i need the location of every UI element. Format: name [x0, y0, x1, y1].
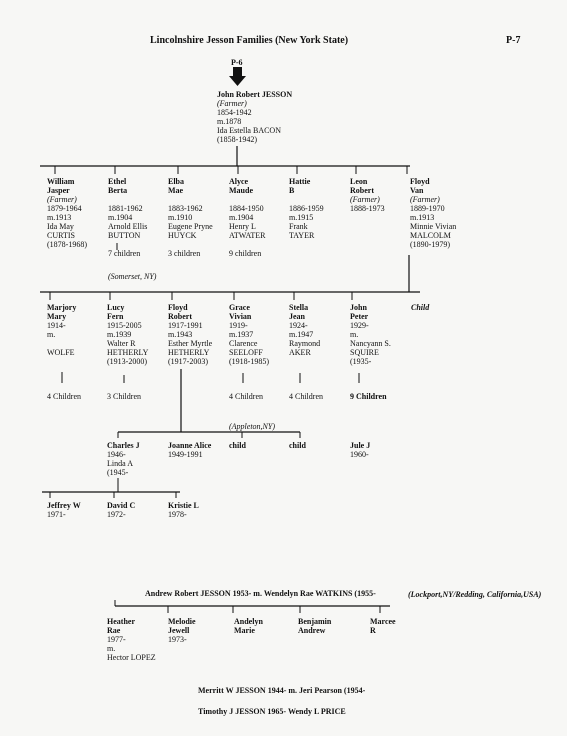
child-spouse-surname: MALCOLM: [410, 231, 451, 240]
great-grandchild-dates: 1949-1991: [168, 450, 203, 459]
great-grandchild-name: child: [229, 441, 246, 450]
child-married: m.1913: [410, 213, 435, 222]
children-count: 9 Children: [350, 392, 387, 401]
child-first-name: Elba: [168, 177, 185, 186]
andrew-child-entry: [107, 617, 156, 662]
andrew-child-first-name: Andelyn: [234, 617, 263, 626]
grandchild-dates: 1915-2005: [107, 321, 142, 330]
great-grandchild-name: Jule J: [350, 441, 371, 450]
child-occupation: (Farmer): [350, 195, 380, 204]
patriarch-name: John Robert JESSON: [217, 90, 293, 99]
gg-grandchild-entry: [47, 501, 81, 519]
grandchild-spouse: Nancyann S.: [350, 339, 391, 348]
grandchild-dates: 1919-: [229, 321, 248, 330]
child-middle-name: B: [289, 186, 295, 195]
grandchild-first-name: Lucy: [107, 303, 125, 312]
child-dates: 1888-1973: [350, 204, 385, 213]
child-married: m.1904: [108, 213, 133, 222]
child-spouse-dates: (1890-1979): [410, 240, 450, 249]
gg-grandchild-entry: [168, 501, 199, 519]
grandchild-married: m.1939: [107, 330, 132, 339]
child-note: 9 children: [229, 249, 262, 258]
child-spouse: Eugene Pryne: [168, 222, 213, 231]
grandchild-middle-name: Jean: [289, 312, 305, 321]
page-reference: P-6: [231, 58, 243, 67]
child-entry: [229, 177, 265, 258]
child-first-name: Ethel: [108, 177, 127, 186]
great-grandchild-dates: 1960-: [350, 450, 369, 459]
grandchild-spouse: Esther Myrtle: [168, 339, 213, 348]
grandchild-dates: 1917-1991: [168, 321, 203, 330]
arrow-down-icon: [229, 67, 246, 86]
page-number: P-7: [506, 35, 521, 46]
child-spouse-surname: CURTIS: [47, 231, 75, 240]
andrew-child-first-name: Benjamin: [298, 617, 332, 626]
child-spouse: Ida May: [47, 222, 74, 231]
grandchild-middle-name: Vivian: [229, 312, 252, 321]
patriarch-spouse: Ida Estella BACON: [217, 126, 281, 135]
grandchild-spouse: Walter R: [107, 339, 136, 348]
gg-grandchild-name: Jeffrey W: [47, 501, 81, 510]
grandchild-first-name: Marjory: [47, 303, 77, 312]
child-entry: [108, 177, 147, 258]
child-entry: [350, 177, 385, 213]
grandchild-spouse: Clarence: [229, 339, 258, 348]
child-dates: 1886-1959: [289, 204, 324, 213]
grandchild-middle-name: Mary: [47, 312, 67, 321]
andrew-child-second-name: Jewell: [168, 626, 190, 635]
child-middle-name: Mae: [168, 186, 184, 195]
child-spouse: Henry L: [229, 222, 256, 231]
andrew-child-second-name: R: [370, 626, 376, 635]
child-entry: [168, 177, 213, 258]
great-grandchild-spouse: Linda A: [107, 459, 133, 468]
andrew-child-entry: [298, 617, 331, 635]
grandchild-entry: [47, 303, 76, 357]
grandchild-spouse-surname: HETHERLY: [168, 348, 210, 357]
page-title: Lincolnshire Jesson Families (New York State): [150, 35, 349, 46]
grandchild-dates: 1929-: [350, 321, 369, 330]
patriarch-occupation: (Farmer): [217, 99, 247, 108]
grandchild-married: m.: [47, 330, 56, 339]
grandchild-married: m.: [350, 330, 359, 339]
andrew-child-first-name: Melodie: [168, 617, 196, 626]
child-married: m.1915: [289, 213, 314, 222]
gg-grandchild-name: Kristie L: [168, 501, 199, 510]
andrew-child-entry: [370, 617, 396, 635]
grandchild-spouse-dates: (1918-1985): [229, 357, 269, 366]
gg-grandchild-dates: 1971-: [47, 510, 66, 519]
grandchild-first-name: Stella: [289, 303, 309, 312]
grandchild-married: m.1937: [229, 330, 254, 339]
andrew-line: Andrew Robert JESSON 1953- m. Wendelyn Rae WATKINS (1955-: [145, 589, 376, 598]
grandchild-first-name: John: [350, 303, 367, 312]
child-spouse-surname: BUTTON: [108, 231, 141, 240]
gg-grandchild-entry: [107, 501, 135, 519]
grandchild-middle-name: Peter: [350, 312, 369, 321]
grandchild-spouse-dates: (1935-: [350, 357, 372, 366]
grandchild-dates: 1914-: [47, 321, 66, 330]
grandchild-spouse-surname: SEELOFF: [229, 348, 263, 357]
merritt-line: Merritt W JESSON 1944- m. Jeri Pearson (1954-: [198, 686, 366, 695]
child-middle-name: Van: [410, 186, 424, 195]
child-first-name: Floyd: [410, 177, 430, 186]
child-first-name: Alyce: [229, 177, 249, 186]
grandchild-spouse-dates: (1917-2003): [168, 357, 208, 366]
child-married: m.1904: [229, 213, 254, 222]
grandchild-spouse-surname: WOLFE: [47, 348, 75, 357]
child-occupation: (Farmer): [410, 195, 440, 204]
great-grandchild-name: child: [289, 441, 306, 450]
child-spouse: Frank: [289, 222, 308, 231]
child-middle-name: Maude: [229, 186, 253, 195]
grandchild-entry: [350, 303, 391, 366]
child-spouse-dates: (1878-1968): [47, 240, 87, 249]
patriarch-married: m.1878: [217, 117, 242, 126]
child-dates: 1881-1962: [108, 204, 143, 213]
grandchild-married: m.1943: [168, 330, 193, 339]
andrew-child-second-name: Marie: [234, 626, 255, 635]
grandchild-spouse: Raymond: [289, 339, 321, 348]
grandchild-spouse-surname: HETHERLY: [107, 348, 149, 357]
grandchild-entry: [107, 303, 148, 366]
child-dates: 1889-1970: [410, 204, 445, 213]
child-note: 7 children: [108, 249, 141, 258]
andrew-child-second-name: Andrew: [298, 626, 326, 635]
child-occupation: (Farmer): [47, 195, 77, 204]
children-count: 4 Children: [47, 392, 81, 401]
patriarch-entry: [217, 90, 292, 144]
great-grandchild-entry: [168, 441, 211, 459]
child-spouse: Arnold Ellis: [108, 222, 148, 231]
great-grandchild-name: Charles J: [107, 441, 140, 450]
gg-grandchild-dates: 1978-: [168, 510, 187, 519]
child-dates: 1884-1950: [229, 204, 264, 213]
grandchild-dates: 1924-: [289, 321, 308, 330]
child-first-name: Hattie: [289, 177, 311, 186]
children-count: 3 Children: [107, 392, 141, 401]
place-label-appleton: (Appleton,NY): [229, 422, 275, 431]
child-entry: [410, 177, 456, 249]
great-grandchild-entry: [350, 441, 370, 459]
child-spouse-surname: HUYCK: [168, 231, 197, 240]
grandchild-middle-name: Robert: [168, 312, 192, 321]
children-count: 4 Children: [289, 392, 323, 401]
grandchild-spouse-surname: SQUIRE: [350, 348, 379, 357]
andrew-child-entry: [234, 617, 263, 635]
timothy-line: Timothy J JESSON 1965- Wendy L PRICE: [198, 707, 346, 716]
andrew-child-first-name: Heather: [107, 617, 135, 626]
grandchild-spouse-dates: (1913-2000): [107, 357, 147, 366]
gg-grandchild-dates: 1972-: [107, 510, 126, 519]
child-first-name: William: [47, 177, 75, 186]
child-spouse-surname: ATWATER: [229, 231, 266, 240]
child-dates: 1879-1964: [47, 204, 82, 213]
grandchild-first-name: Floyd: [168, 303, 188, 312]
patriarch-dates: 1854-1942: [217, 108, 252, 117]
andrew-child-spouse: Hector LOPEZ: [107, 653, 156, 662]
child-spouse: Minnie Vivian: [410, 222, 457, 231]
andrew-child-dates: 1973-: [168, 635, 187, 644]
grandchild-spouse-surname: AKER: [289, 348, 311, 357]
gg-grandchild-name: David C: [107, 501, 136, 510]
great-grandchild-dates: 1946-: [107, 450, 126, 459]
andrew-child-dates: 1977-: [107, 635, 126, 644]
child-spouse-surname: TAYER: [289, 231, 315, 240]
andrew-child-entry: [168, 617, 196, 644]
child-entry: [47, 177, 87, 249]
child-middle-name: Berta: [108, 186, 128, 195]
andrew-child-married: m.: [107, 644, 116, 653]
child-married: m.1910: [168, 213, 193, 222]
patriarch-spouse-dates: (1858-1942): [217, 135, 257, 144]
child-middle-name: Robert: [350, 186, 374, 195]
grandchild-first-name: Grace: [229, 303, 250, 312]
andrew-place: (Lockport,NY/Redding, California,USA): [408, 590, 542, 599]
child-first-name: Leon: [350, 177, 368, 186]
andrew-child-first-name: Marcee: [370, 617, 396, 626]
child-married: m.1913: [47, 213, 72, 222]
child-note: 3 children: [168, 249, 201, 258]
child-entry: [289, 177, 324, 240]
great-grandchild-entry: [107, 441, 140, 477]
grandchild-entry: [168, 303, 212, 366]
child-dates: 1883-1962: [168, 204, 203, 213]
grandchild-entry: [289, 303, 320, 357]
grandchild-middle-name: Fern: [107, 312, 124, 321]
great-grandchild-spouse-dates: (1945-: [107, 468, 129, 477]
andrew-child-second-name: Rae: [107, 626, 121, 635]
grandchild-entry: [229, 303, 269, 366]
place-label-somerset: (Somerset, NY): [108, 272, 157, 281]
children-count: 4 Children: [229, 392, 263, 401]
grandchild-married: m.1947: [289, 330, 314, 339]
great-grandchild-name: Joanne Alice: [168, 441, 212, 450]
child-middle-name: Jasper: [47, 186, 70, 195]
child-label: Child: [411, 303, 430, 312]
